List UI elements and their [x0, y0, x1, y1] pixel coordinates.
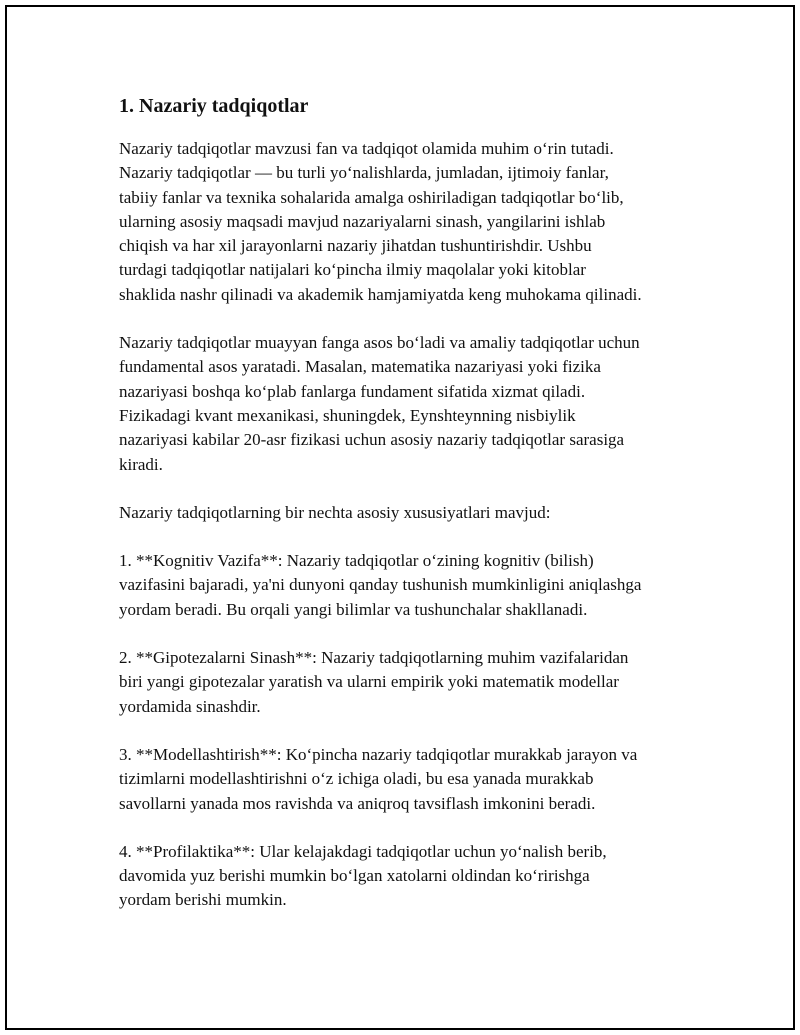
- list-item-hypotheses: 2. **Gipotezalarni Sinash**: Nazariy tadqiqotlarning muhim vazifalaridan biri yangi gipotezalar yaratish va ularni empirik yoki matematik modellar yordamida sinashdir.: [119, 648, 629, 716]
- document-body: [119, 93, 719, 937]
- paragraph-intro: Nazariy tadqiqotlar mavzusi fan va tadqiqot olamida muhim o‘rin tutadi. Nazariy tadqiqotlar — bu turli yo‘nalishlarda, jumladan, ijtimoiy fanlar, tabiiy fanlar va texnika sohalarida amalga oshiriladigan tadqiqotlar bo‘lib, ularning asosiy maqsadi mavjud nazariyalarni sinash, yangilarini ishlab chiqish va har xil jarayonlarni nazariy jihatdan tushuntirishdir. Ushbu turdagi tadqiqotlar natijalari ko‘pincha ilmiy maqolalar yoki kitoblar shaklida nashr qilinadi va akademik hamjamiyatda keng muhokama qilinadi.: [119, 139, 642, 304]
- paragraph-foundation: Nazariy tadqiqotlar muayyan fanga asos bo‘ladi va amaliy tadqiqotlar uchun fundamental asos yaratadi. Masalan, matematika nazariyasi yoki fizika nazariyasi boshqa ko‘plab fanlarga fundament sifatida xizmat qiladi. Fizikadagi kvant mexanikasi, shuningdek, Eynshteynning nisbiylik nazariyasi kabilar 20-asr fizikasi uchun asosiy nazariy tadqiqotlar sarasiga kiradi.: [119, 333, 640, 474]
- list-item-prevention: 4. **Profilaktika**: Ular kelajakdagi tadqiqotlar uchun yo‘nalish berib, davomida yuz berishi mumkin bo‘lgan xatolarni oldindan ko‘ririshga yordam berishi mumkin.: [119, 841, 607, 910]
- section-heading: 1. Nazariy tadqiqotlar: [119, 95, 309, 117]
- list-item-cognitive: 1. **Kognitiv Vazifa**: Nazariy tadqiqotlar o‘zining kognitiv (bilish) vazifasini bajaradi, ya'ni dunyoni qanday tushunish mumkinligini aniqlashga yordam beradi. Bu orqali yangi bilimlar va tushunchalar shakllanadi.: [119, 551, 642, 619]
- page-frame: [5, 5, 795, 1030]
- list-item-modelling: 3. **Modellashtirish**: Ko‘pincha nazariy tadqiqotlar murakkab jarayon va tizimlarni modellashtirishni o‘z ichiga oladi, bu esa yanada murakkab savollarni yanada mos ravishda va aniqroq tavsiflash imkonini beradi.: [119, 744, 638, 813]
- paragraph-features-intro: Nazariy tadqiqotlarning bir nechta asosiy xususiyatlari mavjud:: [119, 502, 551, 522]
